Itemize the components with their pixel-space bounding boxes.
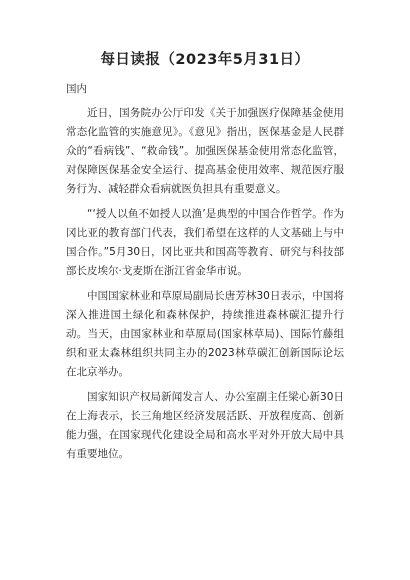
paragraph-3: 中国国家林业和草原局副局长唐芳林30日表示，中国将深入推进国土绿化和森林保护，持续推进森林碳汇提升行动。当天，由国家林业和草原局(国家林草局)、国际竹藤组织和亚太森林组织共同主办的2023林草碳汇创新国际论坛在北京举办。 [66,290,344,378]
paragraph-2: “‘授人以鱼不如授人以渔’是典型的中国合作哲学。作为冈比亚的教育部门代表，我们希望在这样的人文基础上与中国合作。”5月30日，冈比亚共和国高等教育、研究与科技部部长皮埃尔·戈麦斯在浙江省金华市说。 [66,208,344,277]
document-title: 每日读报（2023年5月31日） [100,52,310,68]
paragraph-1: 近日，国务院办公厅印发《关于加强医疗保障基金使用常态化监管的实施意见》。《意见》指出，医保基金是人民群众的“看病钱”、“救命钱”。加强医保基金使用常态化监管，对保障医保基金安全运行、提高基金使用效率、规范医疗服务行为、减轻群众看病就医负担具有重要意义。 [66,107,344,195]
paragraph-4: 国家知识产权局新闻发言人、办公室副主任梁心新30日在上海表示，长三角地区经济发展活跃、开放程度高、创新能力强，在国家现代化建设全局和高水平对外开放大局中具有重要地位。 [66,391,344,460]
section-heading: 国内 [66,83,87,95]
